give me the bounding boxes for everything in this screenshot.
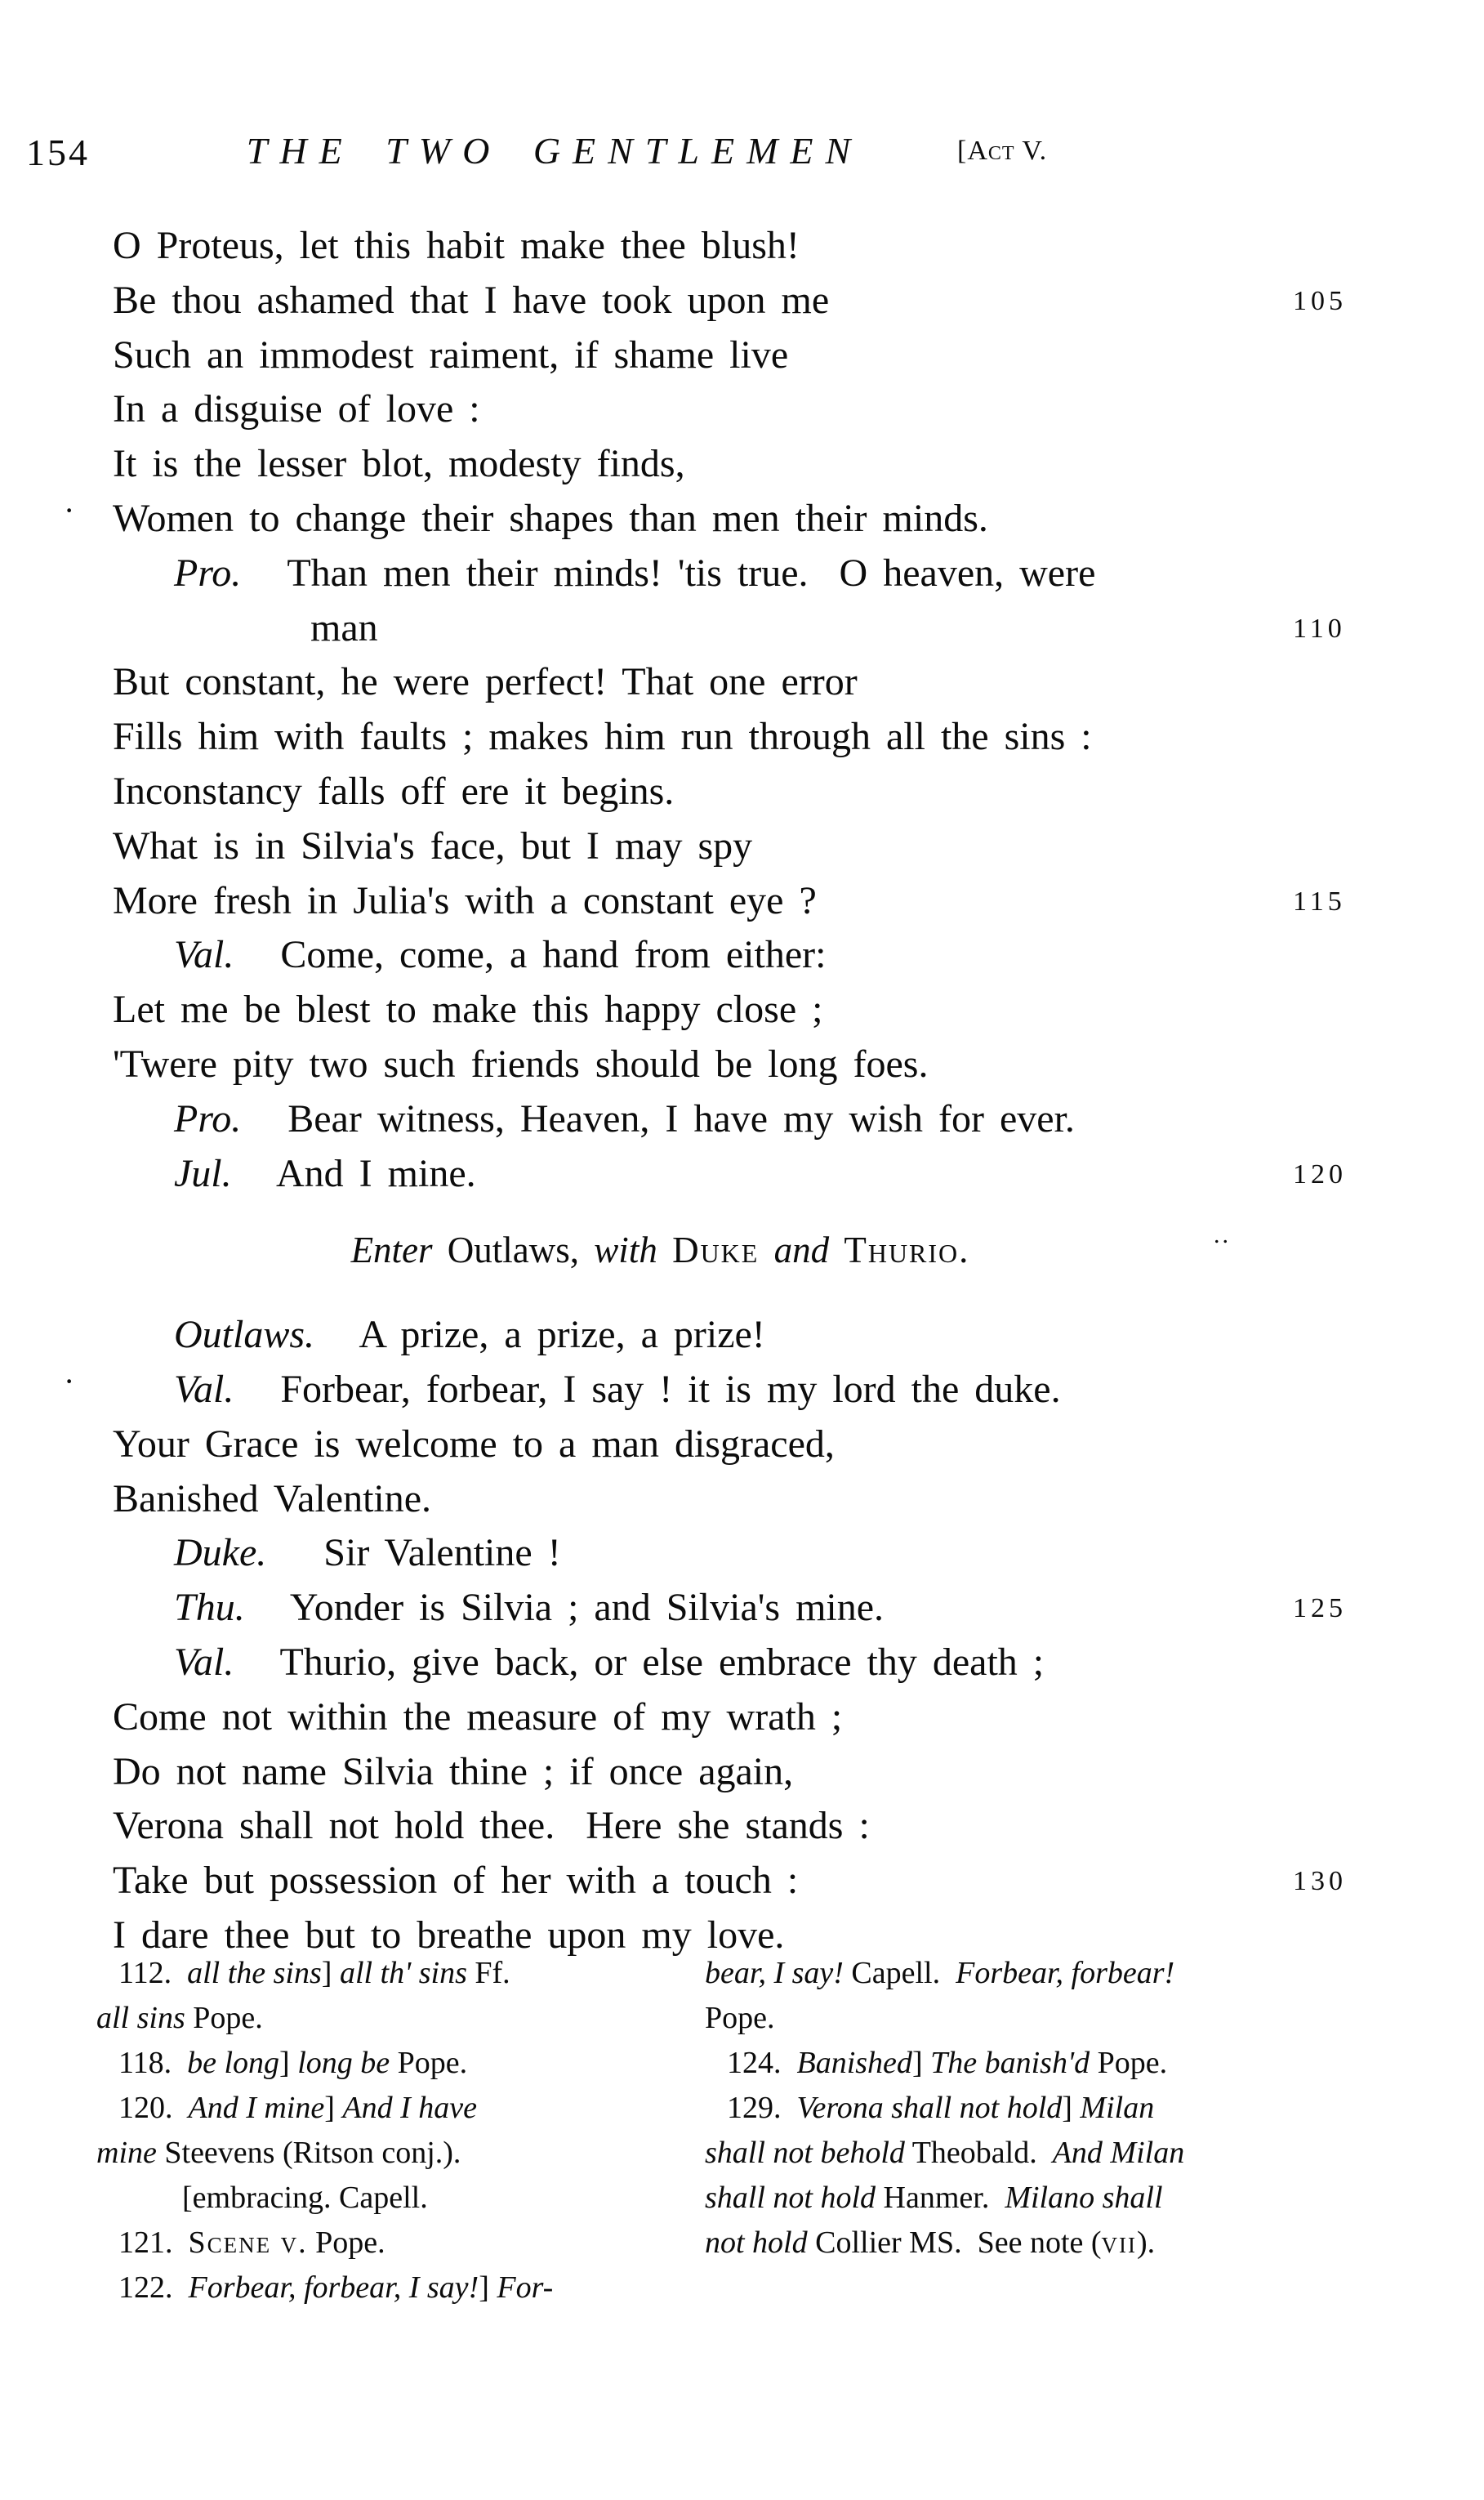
italic-text: with: [594, 1230, 673, 1271]
text: Come, come, a hand from either:: [234, 933, 827, 977]
verse-line-number: 130: [1293, 1866, 1347, 1897]
text: Ff.: [466, 1956, 510, 1990]
italic-text: mine: [96, 2136, 157, 2170]
italic-text: Banished: [796, 2046, 912, 2080]
text: Inconstancy falls off ere it begins.: [113, 769, 675, 813]
text: 124.: [727, 2046, 797, 2080]
footnote-line: [96, 2176, 694, 2221]
verse-line: [113, 928, 1352, 983]
verse-line: [113, 1854, 1352, 1908]
verse-line: [113, 1526, 1352, 1581]
verse-line: [113, 1690, 1352, 1745]
footnote-line: [705, 1951, 1317, 1996]
italic-text: Val.: [174, 933, 234, 977]
stage-direction: [113, 1223, 1352, 1278]
text: And I mine.: [231, 1151, 476, 1195]
italic-text: Milano shall: [1005, 2181, 1163, 2215]
italic-text: Val.: [174, 1367, 234, 1411]
text: ).: [1137, 2225, 1156, 2260]
text: Capell.: [843, 1956, 956, 1990]
text: Fills him with faults ; makes him run through all the sins :: [113, 715, 1092, 759]
text: Your Grace is welcome to a man disgraced,: [113, 1422, 835, 1466]
text: Be thou ashamed that I have took upon me: [113, 278, 830, 322]
italic-text: Thu.: [174, 1586, 245, 1630]
italic-text: Pro.: [174, 551, 242, 595]
verse-line: [113, 1092, 1352, 1147]
text: But constant, he were perfect! That one error: [113, 660, 858, 704]
footnote-line: [96, 1996, 694, 2041]
text: More fresh in Julia's with a constant eye ?: [113, 878, 817, 922]
left-margin-dot: ·: [64, 1362, 75, 1400]
italic-text: and: [759, 1230, 844, 1271]
text: ]: [479, 2270, 497, 2305]
text: .: [959, 1230, 969, 1271]
text: 121.: [118, 2225, 189, 2260]
text: Pope.: [185, 2001, 263, 2035]
verse-line: [113, 655, 1352, 710]
text: Bear witness, Heaven, I have my wish for ever.: [241, 1096, 1075, 1141]
verse-line-number: 115: [1293, 886, 1346, 917]
text: ]: [911, 2046, 931, 2080]
text: ]: [324, 2091, 343, 2125]
text: Sir Valentine !: [323, 1531, 561, 1575]
verse-line: [113, 601, 1352, 656]
verse-line: [113, 819, 1352, 874]
running-title: THE TWO GENTLEMEN: [246, 130, 863, 172]
footnote-line: [705, 2131, 1317, 2176]
verse-line-number: 110: [1293, 613, 1346, 644]
italic-text: The banish'd: [930, 2046, 1090, 2080]
footnote-line: [705, 2086, 1317, 2131]
text: 120.: [118, 2091, 189, 2125]
text: Pope.: [390, 2046, 468, 2080]
verse-line: [113, 1147, 1352, 1202]
italic-text: And Milan: [1052, 2136, 1185, 2170]
page-number: 154: [26, 132, 90, 173]
footnote-line: [96, 2131, 694, 2176]
text: ]: [1062, 2091, 1081, 2125]
italic-text: Jul.: [174, 1151, 232, 1195]
italic-text: Val.: [174, 1640, 234, 1684]
italic-text: Milan: [1080, 2091, 1155, 2125]
footnote-line: [96, 2266, 694, 2310]
text: Pope.: [1090, 2046, 1168, 2080]
verse-line: [64, 491, 1352, 547]
text: O Proteus, let this habit make thee blush!: [113, 224, 800, 267]
text: What is in Silvia's face, but I may spy: [113, 824, 753, 868]
text: Yonder is Silvia ; and Silvia's mine.: [244, 1586, 885, 1630]
text: Thurio, give back, or else embrace thy death ;: [234, 1640, 1045, 1684]
italic-text: Pro.: [174, 1096, 242, 1141]
smallcaps-text: Duke: [672, 1230, 760, 1271]
verse-line: [113, 274, 1352, 328]
italic-text: Forbear, forbear!: [956, 1956, 1175, 1990]
text: It is the lesser blot, modesty finds,: [113, 442, 685, 486]
text: Banished Valentine.: [113, 1476, 432, 1520]
verse-line: [113, 765, 1352, 819]
footnote-line: [96, 2221, 694, 2266]
text: [embracing. Capell.: [182, 2181, 428, 2215]
text: 122.: [118, 2270, 189, 2305]
left-margin-dot: ·: [64, 491, 75, 529]
italic-text: Outlaws.: [174, 1313, 315, 1357]
verse-line: [113, 1799, 1352, 1854]
verse-line: [113, 547, 1352, 601]
italic-text: Forbear, forbear, I say!: [188, 2270, 479, 2305]
act-header: [Act V.: [957, 136, 1048, 166]
italic-text: bear, I say!: [705, 1956, 844, 1990]
smallcaps-text: vii: [1101, 2225, 1138, 2260]
text: Collier MS. See note (: [807, 2225, 1102, 2260]
verse-line: [64, 1362, 1352, 1417]
text: Do not name Silvia thine ; if once again,: [113, 1749, 794, 1793]
italic-text: Enter: [350, 1230, 448, 1271]
text: 129.: [727, 2091, 797, 2125]
footnote-line: [96, 2041, 694, 2086]
text: Let me be blest to make this happy close ;: [113, 988, 823, 1032]
smallcaps-text: Thurio: [844, 1230, 960, 1271]
italic-text: shall not hold: [705, 2181, 876, 2215]
italic-text: not hold: [705, 2225, 808, 2260]
text: Come not within the measure of my wrath ;: [113, 1694, 843, 1739]
text: Forbear, forbear, I say ! it is my lord the duke.: [234, 1367, 1061, 1411]
verse-line: [113, 983, 1352, 1038]
text: Such an immodest raiment, if shame live: [113, 333, 789, 377]
italic-text: For-: [497, 2270, 554, 2305]
italic-text: shall not behold: [705, 2136, 905, 2170]
verse-line-number: 120: [1293, 1158, 1347, 1190]
verse-block: [64, 219, 1352, 1963]
text: man: [310, 605, 378, 650]
verse-line: [113, 710, 1352, 765]
italic-text: long be: [297, 2046, 390, 2080]
italic-text: Duke.: [174, 1531, 267, 1575]
verse-line: [113, 874, 1352, 929]
footnote-line: [705, 2176, 1317, 2221]
text: Pope.: [307, 2225, 385, 2260]
verse-line: [113, 1417, 1352, 1472]
text: Verona shall not hold thee. Here she stands :: [113, 1804, 870, 1848]
verse-line: [113, 1472, 1352, 1527]
footnote-line: [705, 2221, 1317, 2266]
verse-line: [113, 219, 1352, 274]
text: Pope.: [705, 2001, 775, 2035]
italic-text: Verona shall not hold: [796, 2091, 1063, 2125]
verse-line-number: 125: [1293, 1593, 1347, 1624]
right-margin-mark: ..: [1214, 1221, 1231, 1249]
text: ]: [279, 2046, 298, 2080]
italic-text: all the sins: [187, 1956, 322, 1990]
verse-line: [113, 1038, 1352, 1092]
text: Hanmer.: [876, 2181, 1005, 2215]
italic-text: all sins: [96, 2001, 185, 2035]
text: Take but possession of her with a touch :: [113, 1859, 799, 1903]
italic-text: be long: [187, 2046, 280, 2080]
text: In a disguise of love :: [113, 387, 480, 431]
verse-line: [113, 328, 1352, 383]
italic-text: And I mine: [188, 2091, 325, 2125]
footnote-line: [96, 2086, 694, 2131]
footnote-line: [705, 1996, 1317, 2041]
text: A prize, a prize, a prize!: [314, 1313, 765, 1357]
text: Women to change their shapes than men their minds.: [113, 496, 988, 540]
italic-text: And I have: [342, 2091, 477, 2125]
verse-line: [113, 437, 1352, 492]
footnote-line: [705, 2041, 1317, 2086]
verse-line: [113, 1581, 1352, 1636]
text: 112.: [118, 1956, 188, 1990]
text: Theobald.: [904, 2136, 1053, 2170]
verse-line: [113, 1745, 1352, 1800]
verse-line: [113, 1308, 1352, 1363]
text: ]: [321, 1956, 340, 1990]
text: Steevens (Ritson conj.).: [156, 2136, 461, 2170]
text: 118.: [118, 2046, 188, 2080]
text: Than men their minds! 'tis true. O heaven, were: [241, 551, 1096, 595]
verse-line: [113, 382, 1352, 437]
verse-line-number: 105: [1293, 285, 1347, 316]
text: Outlaws,: [447, 1230, 595, 1271]
text: I dare thee but to breathe upon my love.: [113, 1913, 785, 1957]
text: 'Twere pity two such friends should be long foes.: [113, 1042, 929, 1086]
footnote-line: [96, 1951, 694, 1996]
italic-text: all th' sins: [339, 1956, 467, 1990]
verse-line: [113, 1636, 1352, 1690]
footnotes-left: [96, 1951, 694, 2310]
footnotes-right: [705, 1951, 1317, 2266]
smallcaps-text: Scene v.: [188, 2225, 308, 2260]
